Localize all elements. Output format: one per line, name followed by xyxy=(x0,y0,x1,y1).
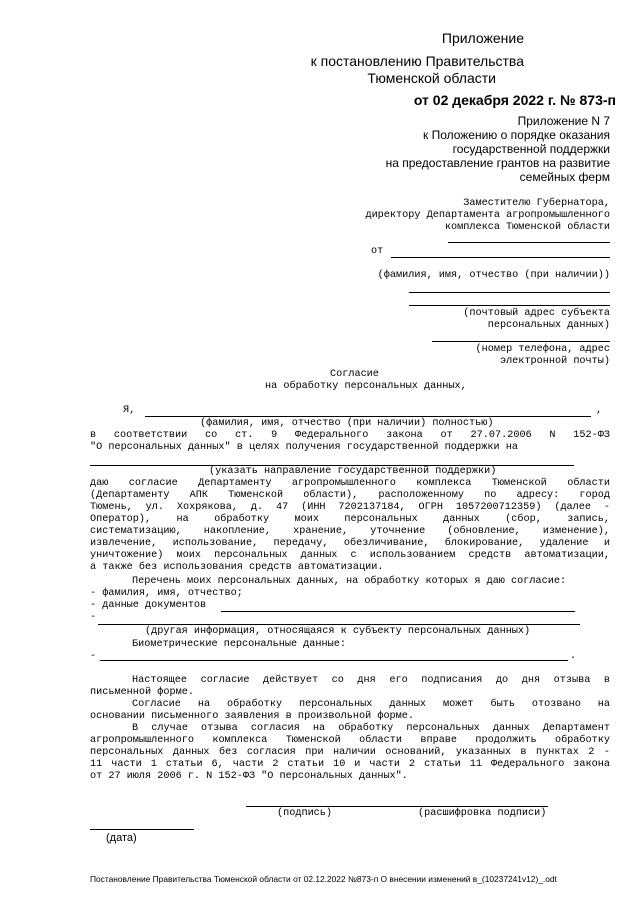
body-line-1: в соответствии со ст. 9 Федерального закона от 27.07.2006 N 152-ФЗ xyxy=(90,430,610,441)
list-item-fio: - фамилия, имя, отчество; xyxy=(90,588,243,599)
decode-hint: (расшифровка подписи) xyxy=(418,808,547,819)
documents-line xyxy=(221,611,575,612)
revoke-line-2: основании письменного заявления в произвольной форме. xyxy=(90,711,415,722)
appendix7-title: Приложение N 7 xyxy=(517,114,610,128)
postal-hint-1: (почтовый адрес субъекта xyxy=(463,308,610,319)
resolution-ref: к постановлению Правительства xyxy=(310,53,524,69)
phone-hint-1: (номер телефона, адрес xyxy=(475,344,610,355)
i-label: Я, xyxy=(123,405,136,416)
case-line-3: персональных данных без согласия при наличии оснований, указанных в пунктах 2 - xyxy=(90,747,610,758)
addressee-line2: директору Департамента агропромышленного xyxy=(365,210,610,221)
phone-hint-2: электронной почты) xyxy=(499,356,610,367)
case-line-5: от 27 июля 2006 г. N 152-ФЗ "О персональных данных". xyxy=(90,771,408,782)
revoke-line-1: Согласие на обработку персональных данных может быть отозвано на xyxy=(132,699,610,710)
postal-line-1 xyxy=(409,292,610,293)
addressee-line1: Заместителю Губернатора, xyxy=(463,198,610,209)
phone-line xyxy=(432,341,610,342)
biometric-label: Биометрические персональные данные: xyxy=(132,639,346,650)
biometric-dot: . xyxy=(570,651,577,662)
validity-line-2: письменной форме. xyxy=(90,687,194,698)
case-line-2: агропромышленного комплекса Тюменской области вправе продолжить обработку xyxy=(90,735,610,746)
list-item-other: - xyxy=(90,612,97,623)
biometric-line xyxy=(100,660,568,661)
from-fio-line xyxy=(391,257,610,258)
case-line-4: 11 части 1 статьи 6, части 2 статьи 10 и части 2 статьи 11 Федерального закона xyxy=(90,759,610,770)
validity-line-1: Настоящее согласие действует со дня его подписания до дня отзыва в xyxy=(132,675,610,686)
addressee-line3: комплекса Тюменской области xyxy=(444,222,610,233)
from-fio-hint: (фамилия, имя, отчество (при наличии)) xyxy=(377,270,610,281)
list-item-documents: - данные документов xyxy=(90,600,207,611)
postal-line-2 xyxy=(409,305,610,306)
regulation-line3: на предоставление грантов на развитие xyxy=(385,156,610,170)
para-line-3: Тюмень, ул. Хохрякова, д. 47 (ИНН 7202137184, ОГРН 1057200712359) (далее - xyxy=(90,502,610,513)
addressee-blank-1 xyxy=(448,242,610,243)
para-line-8: а также без использования средств автоматизации. xyxy=(90,562,384,573)
other-hint: (другая информация, относящаяся к субъекту персональных данных) xyxy=(145,626,531,637)
date-label: (дата) xyxy=(106,832,137,844)
other-line xyxy=(98,624,580,625)
para-line-4: Оператор), на обработку моих персональных данных (сбор, запись, xyxy=(90,514,610,525)
case-line-1: В случае отзыва согласия на обработку персональных данных Департамент xyxy=(132,723,610,734)
date-line xyxy=(90,829,194,830)
signature-hint: (подпись) xyxy=(277,808,333,819)
para-line-7: уничтожение) моих персональных данных с использованием средств автоматизации, xyxy=(90,550,610,561)
support-hint: (указать направление государственной поддержки) xyxy=(209,466,497,477)
resolution-date-number: от 02 декабря 2022 г. № 873-п xyxy=(413,92,616,108)
regulation-line2: государственной поддержки xyxy=(452,142,610,156)
para-line-2: (Департаменту АПК Тюменской области), расположенному по адресу: город xyxy=(90,490,610,501)
fio-full-hint: (фамилия, имя, отчество (при наличии) полностью) xyxy=(200,418,494,429)
consent-subtitle: на обработку персональных данных, xyxy=(265,381,467,392)
regulation-line4: семейных ферм xyxy=(519,170,610,184)
consent-title: Согласие xyxy=(330,369,379,380)
regulation-line1: к Положению о порядке оказания xyxy=(422,128,610,142)
footer-filename: Постановление Правительства Тюменской области от 02.12.2022 №873-п О внесении изменений в_(10237241v12)_.odt xyxy=(90,874,557,884)
from-label: от xyxy=(371,246,384,257)
fio-comma: , xyxy=(596,405,603,416)
postal-hint-2: персональных данных) xyxy=(487,320,610,331)
list-intro: Перечень моих персональных данных, на обработку которых я даю согласие: xyxy=(132,576,567,587)
body-line-2: "О персональных данных" в целях получения государственной поддержки на xyxy=(90,442,518,453)
biometric-dash: - xyxy=(90,651,97,662)
para-line-6: извлечение, использование, передачу, обезличивание, блокирование, удаление и xyxy=(90,538,610,549)
signature-line xyxy=(246,806,548,807)
appendix-title: Приложение xyxy=(441,30,524,46)
region-name: Тюменской области xyxy=(367,70,496,86)
fio-full-line xyxy=(145,416,591,417)
para-line-5: систематизацию, накопление, хранение, уточнение (обновление, изменение), xyxy=(90,526,610,537)
para-line-1: даю согласие Департаменту агропромышленного комплекса Тюменской области xyxy=(90,478,610,489)
